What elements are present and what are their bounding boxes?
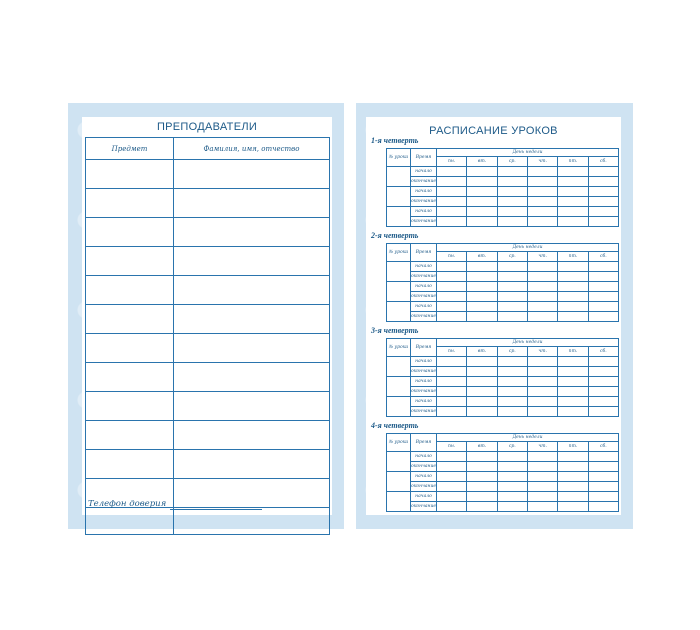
schedule-cell[interactable] xyxy=(497,312,527,322)
schedule-cell[interactable] xyxy=(527,217,557,227)
name-cell[interactable] xyxy=(174,247,330,276)
name-header: Фамилия, имя, отчество xyxy=(174,138,330,160)
schedule-cell[interactable] xyxy=(467,397,497,407)
schedule-cell[interactable] xyxy=(527,282,557,292)
right-page xyxy=(356,103,633,529)
day-header: пн. xyxy=(437,252,467,262)
name-cell[interactable] xyxy=(174,508,330,535)
schedule-cell[interactable] xyxy=(467,292,497,302)
end-label: окончание xyxy=(411,272,437,282)
schedule-cell[interactable] xyxy=(467,187,497,197)
schedule-cell[interactable] xyxy=(588,367,618,377)
schedule-cell[interactable] xyxy=(497,357,527,367)
schedule-cell[interactable] xyxy=(588,187,618,197)
teacher-row xyxy=(86,276,330,305)
quarter-label: 2-я четверть xyxy=(371,231,419,240)
schedule-cell[interactable] xyxy=(467,377,497,387)
schedule-cell[interactable] xyxy=(527,167,557,177)
schedule-cell[interactable] xyxy=(588,492,618,502)
schedule-cell[interactable] xyxy=(497,177,527,187)
schedule-cell[interactable] xyxy=(588,482,618,492)
schedule-cell[interactable] xyxy=(558,207,588,217)
schedule-cell[interactable] xyxy=(497,217,527,227)
schedule-cell[interactable] xyxy=(437,367,467,377)
schedule-cell[interactable] xyxy=(527,312,557,322)
lesson-row xyxy=(387,387,619,397)
schedule-cell[interactable] xyxy=(467,262,497,272)
lesson-row xyxy=(387,367,619,377)
lesson-row xyxy=(387,207,619,217)
time-header: Время xyxy=(411,339,437,357)
schedule-cell[interactable] xyxy=(497,262,527,272)
schedule-cell[interactable] xyxy=(497,502,527,512)
schedule-cell[interactable] xyxy=(527,292,557,302)
schedule-cell[interactable] xyxy=(558,282,588,292)
schedule-cell[interactable] xyxy=(558,482,588,492)
schedule-cell[interactable] xyxy=(588,452,618,462)
schedule-cell[interactable] xyxy=(437,282,467,292)
left-page-content xyxy=(82,117,332,515)
teacher-row xyxy=(86,305,330,334)
lesson-number-header: № урока xyxy=(387,149,411,167)
start-label: начало xyxy=(411,357,437,367)
name-cell[interactable] xyxy=(174,218,330,247)
name-cell[interactable] xyxy=(174,276,330,305)
teacher-row xyxy=(86,363,330,392)
schedule-cell[interactable] xyxy=(588,302,618,312)
day-header: чт. xyxy=(527,347,557,357)
schedule-cell[interactable] xyxy=(527,262,557,272)
lesson-row xyxy=(387,262,619,272)
lesson-row xyxy=(387,502,619,512)
schedule-cell[interactable] xyxy=(467,217,497,227)
day-header: ср. xyxy=(497,252,527,262)
lesson-row xyxy=(387,272,619,282)
schedule-cell[interactable] xyxy=(437,502,467,512)
lesson-row xyxy=(387,312,619,322)
start-label: начало xyxy=(411,187,437,197)
schedule-cell[interactable] xyxy=(437,397,467,407)
schedule-cell[interactable] xyxy=(497,492,527,502)
day-header: сб. xyxy=(588,347,618,357)
day-header: ср. xyxy=(497,442,527,452)
schedule-cell[interactable] xyxy=(497,302,527,312)
schedule-cell[interactable] xyxy=(588,462,618,472)
schedule-cell[interactable] xyxy=(497,187,527,197)
start-label: начало xyxy=(411,452,437,462)
schedule-cell[interactable] xyxy=(558,312,588,322)
schedule-cell[interactable] xyxy=(588,292,618,302)
lesson-row xyxy=(387,217,619,227)
lesson-number-cell[interactable] xyxy=(387,207,411,227)
schedule-cell[interactable] xyxy=(467,177,497,187)
schedule-cell[interactable] xyxy=(558,462,588,472)
start-label: начало xyxy=(411,262,437,272)
schedule-cell[interactable] xyxy=(558,177,588,187)
schedule-cell[interactable] xyxy=(527,407,557,417)
schedule-cell[interactable] xyxy=(467,302,497,312)
start-label: начало xyxy=(411,492,437,502)
lesson-row xyxy=(387,492,619,502)
day-header: вт. xyxy=(467,442,497,452)
schedule-cell[interactable] xyxy=(467,272,497,282)
schedule-cell[interactable] xyxy=(558,302,588,312)
lesson-row xyxy=(387,197,619,207)
schedule-cell[interactable] xyxy=(437,377,467,387)
schedule-cell[interactable] xyxy=(558,407,588,417)
schedule-cell[interactable] xyxy=(437,262,467,272)
schedule-cell[interactable] xyxy=(437,407,467,417)
subject-cell[interactable] xyxy=(86,334,174,363)
schedule-title: РАСПИСАНИЕ УРОКОВ xyxy=(429,125,558,137)
end-label: окончание xyxy=(411,462,437,472)
schedule-cell[interactable] xyxy=(558,187,588,197)
schedule-table xyxy=(386,433,619,512)
weekday-header: День недели xyxy=(437,434,619,442)
schedule-table xyxy=(386,338,619,417)
schedule-cell[interactable] xyxy=(437,312,467,322)
schedule-cell[interactable] xyxy=(558,357,588,367)
schedule-cell[interactable] xyxy=(527,502,557,512)
schedule-cell[interactable] xyxy=(558,262,588,272)
subject-cell[interactable] xyxy=(86,160,174,189)
schedule-cell[interactable] xyxy=(467,452,497,462)
subject-cell[interactable] xyxy=(86,189,174,218)
day-header: пн. xyxy=(437,157,467,167)
schedule-cell[interactable] xyxy=(497,462,527,472)
day-header: ср. xyxy=(497,157,527,167)
schedule-cell[interactable] xyxy=(588,357,618,367)
day-header: пн. xyxy=(437,442,467,452)
schedule-cell[interactable] xyxy=(497,452,527,462)
lesson-number-cell[interactable] xyxy=(387,397,411,417)
right-page-content xyxy=(366,117,621,515)
teacher-row xyxy=(86,160,330,189)
teacher-row xyxy=(86,392,330,421)
schedule-cell[interactable] xyxy=(497,207,527,217)
start-label: начало xyxy=(411,282,437,292)
schedule-cell[interactable] xyxy=(527,187,557,197)
lesson-number-cell[interactable] xyxy=(387,472,411,492)
subject-cell[interactable] xyxy=(86,363,174,392)
name-cell[interactable] xyxy=(174,392,330,421)
lesson-row xyxy=(387,377,619,387)
schedule-cell[interactable] xyxy=(527,367,557,377)
schedule-cell[interactable] xyxy=(588,282,618,292)
end-label: окончание xyxy=(411,177,437,187)
end-label: окончание xyxy=(411,387,437,397)
start-label: начало xyxy=(411,207,437,217)
schedule-cell[interactable] xyxy=(467,197,497,207)
subject-cell[interactable] xyxy=(86,305,174,334)
day-header: сб. xyxy=(588,157,618,167)
schedule-cell[interactable] xyxy=(497,367,527,377)
day-header: чт. xyxy=(527,252,557,262)
lesson-number-cell[interactable] xyxy=(387,357,411,377)
schedule-cell[interactable] xyxy=(437,387,467,397)
schedule-cell[interactable] xyxy=(467,357,497,367)
schedule-cell[interactable] xyxy=(467,482,497,492)
schedule-cell[interactable] xyxy=(588,472,618,482)
schedule-cell[interactable] xyxy=(467,387,497,397)
subject-cell[interactable] xyxy=(86,392,174,421)
lesson-number-header: № урока xyxy=(387,434,411,452)
day-header: пт. xyxy=(558,442,588,452)
schedule-cell[interactable] xyxy=(588,397,618,407)
schedule-cell[interactable] xyxy=(437,482,467,492)
name-cell[interactable] xyxy=(174,363,330,392)
schedule-cell[interactable] xyxy=(467,462,497,472)
day-header: вт. xyxy=(467,252,497,262)
schedule-cell[interactable] xyxy=(558,292,588,302)
name-cell[interactable] xyxy=(174,189,330,218)
schedule-cell[interactable] xyxy=(437,177,467,187)
schedule-cell[interactable] xyxy=(558,377,588,387)
schedule-cell[interactable] xyxy=(467,502,497,512)
schedule-cell[interactable] xyxy=(527,462,557,472)
schedule-cell[interactable] xyxy=(437,472,467,482)
teacher-row xyxy=(86,508,330,535)
day-header: пт. xyxy=(558,252,588,262)
lesson-number-cell[interactable] xyxy=(387,492,411,512)
start-label: начало xyxy=(411,377,437,387)
time-header: Время xyxy=(411,434,437,452)
lesson-number-header: № урока xyxy=(387,244,411,262)
schedule-cell[interactable] xyxy=(437,357,467,367)
schedule-cell[interactable] xyxy=(558,502,588,512)
schedule-cell[interactable] xyxy=(467,207,497,217)
schedule-cell[interactable] xyxy=(497,397,527,407)
lesson-row xyxy=(387,177,619,187)
schedule-cell[interactable] xyxy=(497,407,527,417)
lesson-row xyxy=(387,167,619,177)
trust-phone-line[interactable] xyxy=(170,509,262,510)
schedule-cell[interactable] xyxy=(558,492,588,502)
schedule-cell[interactable] xyxy=(497,292,527,302)
lesson-row xyxy=(387,452,619,462)
end-label: окончание xyxy=(411,217,437,227)
subject-cell[interactable] xyxy=(86,421,174,450)
schedule-cell[interactable] xyxy=(527,302,557,312)
schedule-cell[interactable] xyxy=(437,217,467,227)
end-label: окончание xyxy=(411,367,437,377)
schedule-cell[interactable] xyxy=(527,197,557,207)
schedule-cell[interactable] xyxy=(527,357,557,367)
schedule-table xyxy=(386,148,619,227)
subject-cell[interactable] xyxy=(86,247,174,276)
schedule-cell[interactable] xyxy=(588,207,618,217)
lesson-number-cell[interactable] xyxy=(387,452,411,472)
schedule-cell[interactable] xyxy=(588,312,618,322)
end-label: окончание xyxy=(411,292,437,302)
schedule-cell[interactable] xyxy=(527,387,557,397)
teacher-row xyxy=(86,334,330,363)
start-label: начало xyxy=(411,397,437,407)
lesson-row xyxy=(387,187,619,197)
schedule-cell[interactable] xyxy=(588,262,618,272)
schedule-cell[interactable] xyxy=(497,387,527,397)
name-cell[interactable] xyxy=(174,421,330,450)
start-label: начало xyxy=(411,167,437,177)
day-header: сб. xyxy=(588,252,618,262)
teacher-row xyxy=(86,218,330,247)
name-cell[interactable] xyxy=(174,479,330,508)
schedule-cell[interactable] xyxy=(558,397,588,407)
lesson-number-cell[interactable] xyxy=(387,302,411,322)
end-label: окончание xyxy=(411,502,437,512)
schedule-cell[interactable] xyxy=(588,502,618,512)
schedule-cell[interactable] xyxy=(588,197,618,207)
schedule-cell[interactable] xyxy=(558,272,588,282)
teachers-header-row xyxy=(86,138,330,160)
schedule-cell[interactable] xyxy=(467,167,497,177)
end-label: окончание xyxy=(411,197,437,207)
schedule-cell[interactable] xyxy=(558,452,588,462)
weekday-header: День недели xyxy=(437,244,619,252)
quarter-label: 3-я четверть xyxy=(371,326,419,335)
teacher-row xyxy=(86,189,330,218)
schedule-cell[interactable] xyxy=(437,207,467,217)
schedule-cell[interactable] xyxy=(467,367,497,377)
schedule-cell[interactable] xyxy=(467,282,497,292)
time-header: Время xyxy=(411,149,437,167)
day-header: вт. xyxy=(467,347,497,357)
schedule-cell[interactable] xyxy=(558,197,588,207)
end-label: окончание xyxy=(411,482,437,492)
name-cell[interactable] xyxy=(174,334,330,363)
schedule-cell[interactable] xyxy=(558,367,588,377)
day-header: сб. xyxy=(588,442,618,452)
day-header: ср. xyxy=(497,347,527,357)
schedule-cell[interactable] xyxy=(467,492,497,502)
teachers-table xyxy=(85,137,330,535)
schedule-cell[interactable] xyxy=(527,177,557,187)
start-label: начало xyxy=(411,302,437,312)
schedule-cell[interactable] xyxy=(527,377,557,387)
lesson-row xyxy=(387,482,619,492)
lesson-number-cell[interactable] xyxy=(387,377,411,397)
subject-cell[interactable] xyxy=(86,450,174,479)
schedule-cell[interactable] xyxy=(437,492,467,502)
schedule-cell[interactable] xyxy=(527,272,557,282)
teacher-row xyxy=(86,421,330,450)
schedule-cell[interactable] xyxy=(588,177,618,187)
schedule-cell[interactable] xyxy=(497,472,527,482)
schedule-cell[interactable] xyxy=(588,407,618,417)
left-page xyxy=(68,103,344,529)
lesson-number-cell[interactable] xyxy=(387,282,411,302)
lesson-number-header: № урока xyxy=(387,339,411,357)
schedule-cell[interactable] xyxy=(437,187,467,197)
schedule-cell[interactable] xyxy=(558,472,588,482)
lesson-row xyxy=(387,407,619,417)
schedule-cell[interactable] xyxy=(437,167,467,177)
schedule-cell[interactable] xyxy=(588,272,618,282)
schedule-cell[interactable] xyxy=(467,407,497,417)
schedule-cell[interactable] xyxy=(497,197,527,207)
weekday-header: День недели xyxy=(437,149,619,157)
lesson-row xyxy=(387,292,619,302)
schedule-cell[interactable] xyxy=(467,472,497,482)
time-header: Время xyxy=(411,244,437,262)
lesson-row xyxy=(387,302,619,312)
lesson-row xyxy=(387,472,619,482)
lesson-row xyxy=(387,397,619,407)
schedule-cell[interactable] xyxy=(437,302,467,312)
schedule-cell[interactable] xyxy=(527,472,557,482)
start-label: начало xyxy=(411,472,437,482)
schedule-cell[interactable] xyxy=(437,292,467,302)
trust-phone-label: Телефон доверия xyxy=(88,499,167,509)
weekday-header: День недели xyxy=(437,339,619,347)
lesson-number-cell[interactable] xyxy=(387,262,411,282)
schedule-cell[interactable] xyxy=(497,167,527,177)
teacher-row xyxy=(86,247,330,276)
name-cell[interactable] xyxy=(174,305,330,334)
subject-header: Предмет xyxy=(86,138,174,160)
teachers-title: ПРЕПОДАВАТЕЛИ xyxy=(156,121,258,133)
quarter-label: 4-я четверть xyxy=(371,421,419,430)
schedule-cell[interactable] xyxy=(497,377,527,387)
quarter-label: 1-я четверть xyxy=(371,136,419,145)
schedule-cell[interactable] xyxy=(497,282,527,292)
day-header: чт. xyxy=(527,157,557,167)
lesson-row xyxy=(387,282,619,292)
subject-cell[interactable] xyxy=(86,276,174,305)
day-header: пт. xyxy=(558,347,588,357)
schedule-cell[interactable] xyxy=(558,217,588,227)
name-cell[interactable] xyxy=(174,450,330,479)
teacher-row xyxy=(86,450,330,479)
day-header: чт. xyxy=(527,442,557,452)
schedule-cell[interactable] xyxy=(437,452,467,462)
lesson-number-cell[interactable] xyxy=(387,167,411,187)
schedule-cell[interactable] xyxy=(467,312,497,322)
schedule-cell[interactable] xyxy=(558,167,588,177)
day-header: вт. xyxy=(467,157,497,167)
lesson-row xyxy=(387,462,619,472)
schedule-cell[interactable] xyxy=(437,272,467,282)
schedule-cell[interactable] xyxy=(558,387,588,397)
subject-cell[interactable] xyxy=(86,508,174,535)
end-label: окончание xyxy=(411,312,437,322)
schedule-cell[interactable] xyxy=(588,167,618,177)
schedule-cell[interactable] xyxy=(588,387,618,397)
schedule-cell[interactable] xyxy=(588,377,618,387)
subject-cell[interactable] xyxy=(86,218,174,247)
day-header: пн. xyxy=(437,347,467,357)
schedule-cell[interactable] xyxy=(437,462,467,472)
schedule-cell[interactable] xyxy=(437,197,467,207)
schedule-cell[interactable] xyxy=(497,482,527,492)
day-header: пт. xyxy=(558,157,588,167)
schedule-cell[interactable] xyxy=(497,272,527,282)
schedule-cell[interactable] xyxy=(527,397,557,407)
end-label: окончание xyxy=(411,407,437,417)
schedule-cell[interactable] xyxy=(527,452,557,462)
lesson-row xyxy=(387,357,619,367)
schedule-table xyxy=(386,243,619,322)
schedule-cell[interactable] xyxy=(527,482,557,492)
schedule-cell[interactable] xyxy=(588,217,618,227)
lesson-number-cell[interactable] xyxy=(387,187,411,207)
schedule-cell[interactable] xyxy=(527,492,557,502)
schedule-cell[interactable] xyxy=(527,207,557,217)
name-cell[interactable] xyxy=(174,160,330,189)
